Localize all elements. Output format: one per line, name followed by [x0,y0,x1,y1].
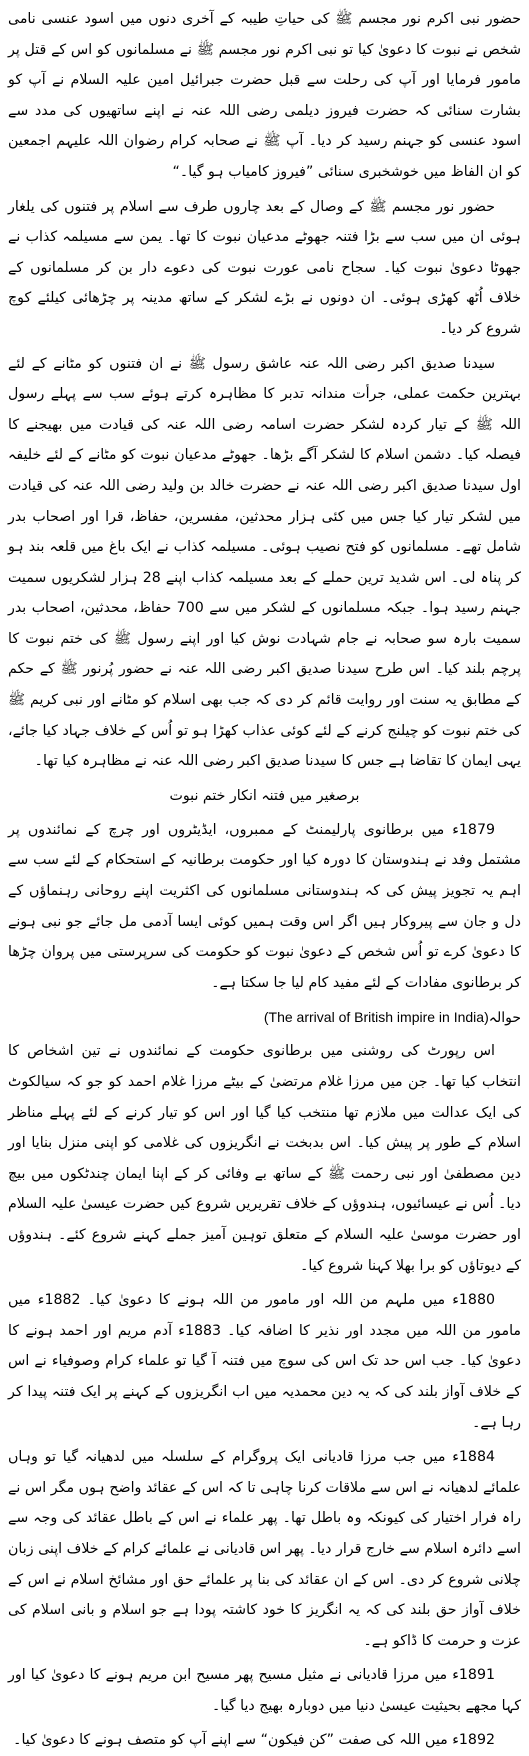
paragraph-1892: 1892ء میں اللہ کی صفت ”کن فیکون“ سے اپنے آپ کو متصف ہونے کا دعویٰ کیا۔ [13,1732,495,1749]
paragraph-false-prophets: حضور نور مجسم ﷺ کے وصال کے بعد چاروں طرف سے اسلام پر فتنوں کی یلغار ہوئی ان میں سب سے بڑا فتنہ جھوٹے مدعیان نبوت کا تھا۔ یمن سے مسیلمہ کذاب نے جھوٹا دعویٰ نبوت کیا۔ سجاح نامی عورت نبوت کی دعوے دار بن کر مسلمانوں کے خلاف اُٹھ کھڑی ہوئی۔ ان دونوں نے بڑے لشکر کے ساتھ مدینہ پر چڑھائی کیلئے کوچ شروع کر دیا۔ [8,198,521,337]
paragraph-1884: 1884ء میں جب مرزا قادیانی ایک پروگرام کے سلسلہ میں لدھیانہ گیا تو وہاں علمائے لدھیانہ نے اس سے ملاقات کرنا چاہی تا کہ اس کے عقائد واضح ہوں مگر اس نے راہ فرار اختیار کی کیونکہ وہ باطل تھا۔ پھر علماء نے اس کے باطل عقائد کی وجہ سے اسے دائرہ اسلام سے خارج قرار دیا۔ پھر اس قادیانی نے علمائے کرام کے خلاف اپنی زبان چلانی شروع کر دی۔ اس کے ان عقائد کی بنا پر علمائے حق اور مشائخ اسلام نے اس کے خلاف آواز حق بلند کی کہ یہ انگریز کا خود کاشتہ پودا ہے جو اسلام و بانی اسلام کی عزت و حرمت کا ڈاکو ہے۔ [8,1449,521,1649]
reference-line [8,1002,521,1032]
paragraph-1891: 1891ء میں مرزا قادیانی نے مثیل مسیح پھر مسیح ابن مریم ہونے کا دعویٰ کیا اور کہا مجھے بحیثیت عیسیٰ دنیا میں دوبارہ بھیج دیا گیا۔ [8,1667,521,1714]
paragraph-report: اس رپورٹ کی روشنی میں برطانوی حکومت کے نمائندوں نے تین اشخاص کا انتخاب کیا تھا۔ جن میں مرزا غلام مرتضیٰ کے بیٹے مرزا غلام احمد کو جو کہ سیالکوٹ کی ایک عدالت میں ملازم تھا منتخب کیا گیا اور اس کو تیار کرنے کے لئے پہلے مناظر اسلام کے طور پر پیش کیا۔ اس بدبخت نے انگریزوں کی غلامی کو اپنی منزل بنایا اور دین مصطفیٰ اور نبی رحمت ﷺ کے ساتھ بے وفائی کر کے اپنا ایمان چندٹکوں میں بیچ دیا۔ اُس نے عیسائیوں، ہندوؤں کے خلاف تقریریں شروع کیں حضرت عیسیٰ علیہ السلام اور حضرت موسیٰ علیہ السلام کے متعلق توہین آمیز جملے کہنے شروع کئے۔ ہندوؤں کے دیوتاؤں کو برا بھلا کہنا شروع کیا۔ [8,1043,521,1274]
reference-title: (The arrival of British impire in India) [263,1009,489,1026]
section-heading: برصغیر میں فتنہ انکار ختم نبوت [169,787,360,804]
paragraph-siddiq-akbar: سیدنا صدیق اکبر رضی اللہ عنہ عاشق رسول ﷺ نے ان فتنوں کو مٹانے کے لئے بہترین حکمت عملی، جرأت مندانہ تدبر کا مظاہرہ کرتے ہوئے سب سے پہلے رسول اللہ ﷺ کے تیار کردہ لشکر حضرت اسامہ رضی اللہ عنہ کی قیادت میں بھیجنے کا فیصلہ کیا۔ دشمن اسلام کا لشکر آگے بڑھا۔ جھوٹے مدعیان نبوت کو مٹانے کے لئے خلیفہ اول سیدنا صدیق اکبر رضی اللہ عنہ نے حضرت خالد بن ولید رضی اللہ عنہ کی قیادت میں لشکر تیار کیا جس میں کئی ہزار محدثین، مفسرین، حفاظ، قرا اور اصحاب بدر شامل تھے۔ مسلمانوں کو فتح نصیب ہوئی۔ مسیلمہ کذاب نے ایک باغ میں قلعہ بند ہو کر پناہ لی۔ اس شدید ترین حملے کے بعد مسیلمہ کذاب اپنے 28 ہزار لشکریوں سمیت جہنم رسید ہوا۔ جبکہ مسلمانوں کے لشکر میں سے 700 حفاظ، محدثین، اصحاب بدر سمیت بارہ سو صحابہ نے جام شہادت نوش کیا اور اپنے رسول ﷺ کی ختم نبوت کا پرچم بلند کیا۔ اس طرح سیدنا صدیق اکبر رضی اللہ عنہ نے حضور پُرنور ﷺ کے حکم کے مطابق یہ سنت اور روایت قائم کر دی کہ جب بھی اسلام کو مٹانے اور نبی کریم ﷺ کی ختم نبوت کو چیلنج کرنے کے لئے کوئی عذاب کھڑا ہو تو اُس کے خلاف جہاد کیا جائے، یہی ایمان کا تقاضا ہے جس کا سیدنا صدیق اکبر رضی اللہ عنہ نے مظاہرہ کیا تھا۔ [8,355,521,770]
paragraph-1879: 1879ء میں برطانوی پارلیمنٹ کے ممبروں، ایڈیٹروں اور چرچ کے نمائندوں پر مشتمل وفد نے ہندوستان کا دورہ کیا اور حکومت برطانیہ کے استحکام کے لئے سب سے اہم یہ تجویز پیش کی کہ ہندوستانی مسلمانوں کی اکثریت اپنے روحانی رہنماؤں کے دل و جان سے پیروکار ہیں اگر اس وقت ہمیں کوئی ایسا آدمی مل جائے جو نبی ہونے کا دعویٰ کرے تو اُس شخص کے دعویٰ نبوت کو حکومت کی سرپرستی میں پروان چڑھا کر برطانوی مفادات کے لئے مفید کام لیا جا سکتا ہے۔ [8,821,521,991]
paragraph-1880: 1880ء میں ملہم من اللہ اور مامور من اللہ ہونے کا دعویٰ کیا۔ 1882ء میں مامور من اللہ میں مجدد اور نذیر کا اضافہ کیا۔ 1883ء آدم مریم اور احمد ہونے کا دعویٰ کیا۔ جب اس حد تک اس کی سوچ میں فتنہ آ گیا تو علماء کرام وصوفیاء نے اس کے خلاف آواز بلند کی کہ یہ دین محمدیہ میں اب انگریزوں کے کہنے پر ایک فتنہ پیدا کر رہا ہے۔ [8,1292,521,1431]
paragraph-aswad-ansi: حضور نبی اکرم نور مجسم ﷺ کی حیاتِ طیبہ کے آخری دنوں میں اسود عنسی نامی شخص نے نبوت کا دعویٰ کیا تو نبی اکرم نور مجسم ﷺ نے مسلمانوں کو اس کے قتل پر مامور فرمایا اور آپ کی رحلت سے قبل حضرت جبرائیل امین علیہ السلام نے آپ کو بشارت سنائی کہ حضرت فیروز دیلمی رضی اللہ عنہ نے اپنے ساتھیوں کی مدد سے اسود عنسی کو جہنم رسید کر دیا۔ آپ ﷺ نے صحابہ کرام رضوان اللہ علیہم اجمعین کو ان الفاظ میں خوشخبری سنائی ”فیروز کامیاب ہو گیا۔“ [8,11,521,180]
reference-label: حوالہ [488,1009,521,1026]
